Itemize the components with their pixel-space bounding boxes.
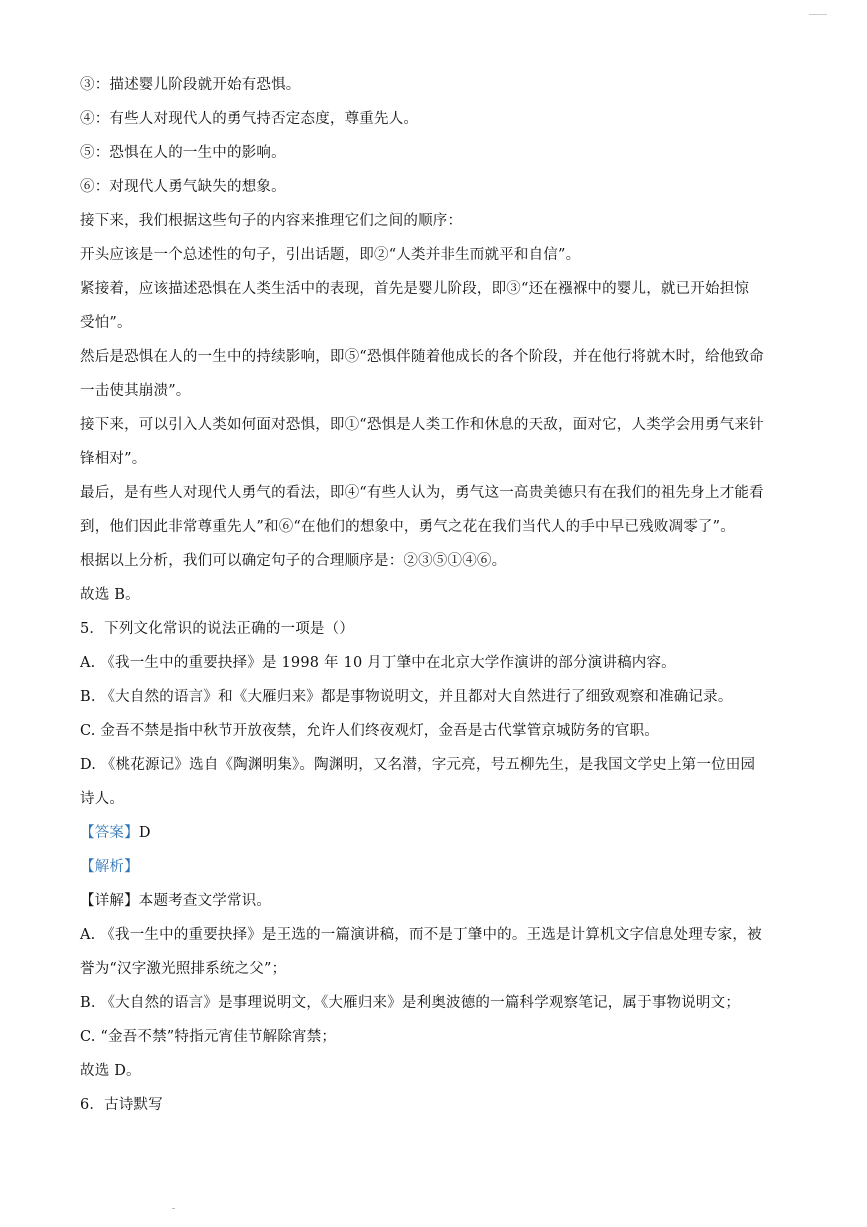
header-mark <box>809 14 827 15</box>
answer-tag: 【答案】 <box>80 825 139 841</box>
text-line: C. 金吾不禁是指中秋节开放夜禁，允许人们终夜观灯，金吾是古代掌管京城防务的官职。 <box>80 723 659 739</box>
text-line: 开头应该是一个总述性的句子，引出话题，即②“人类并非生而就平和自信”。 <box>80 247 581 263</box>
document-page <box>80 68 792 1122</box>
text-line: 诗人。 <box>80 791 125 807</box>
text-line: 接下来，我们根据这些句子的内容来推理它们之间的顺序： <box>80 213 463 229</box>
text-line: ⑤：恐惧在人的一生中的影响。 <box>80 145 286 161</box>
text-line: 受怕”。 <box>80 315 132 331</box>
detail-line: 6．古诗默写 <box>80 1097 163 1113</box>
analysis-tag: 【解析】 <box>80 859 139 875</box>
answer-value: D <box>138 825 151 841</box>
detail-line: 故选 D。 <box>80 1063 141 1079</box>
text-line: 锋相对”。 <box>80 451 147 467</box>
text-line: ④：有些人对现代人的勇气持否定态度，尊重先人。 <box>80 111 419 127</box>
footer-mark <box>172 1208 175 1209</box>
text-line: 故选 B。 <box>80 587 140 603</box>
text-line: 根据以上分析，我们可以确定句子的合理顺序是：②③⑤①④⑥。 <box>80 553 507 569</box>
text-line: 5．下列文化常识的说法正确的一项是（） <box>80 621 355 637</box>
detail-text <box>80 884 792 1122</box>
detail-line: 誉为“汉字激光照排系统之父”； <box>80 961 287 977</box>
text-line: 接下来，可以引入人类如何面对恐惧，即①“恐惧是人类工作和休息的天敌，面对它，人类学会用勇气来针 <box>80 417 764 433</box>
text-line: 一击使其崩溃”。 <box>80 383 191 399</box>
text-line: ③：描述婴儿阶段就开始有恐惧。 <box>80 77 301 93</box>
text-line: B. 《大自然的语言》和《大雁归来》都是事物说明文，并且都对大自然进行了细致观察和准确记录。 <box>80 689 733 705</box>
analysis-line <box>80 850 792 884</box>
text-line: 最后，是有些人对现代人勇气的看法，即④“有些人认为，勇气这一高贵美德只有在我们的祖先身上才能看 <box>80 485 764 501</box>
body-text <box>80 68 792 816</box>
text-line: 紧接着，应该描述恐惧在人类生活中的表现，首先是婴儿阶段，即③“还在襁褓中的婴儿，就已开始担惊 <box>80 281 750 297</box>
text-line: 然后是恐惧在人的一生中的持续影响，即⑤“恐惧伴随着他成长的各个阶段，并在他行将就木时，给他致命 <box>80 349 764 365</box>
detail-line: B. 《大自然的语言》是事理说明文，《大雁归来》是利奥波德的一篇科学观察笔记，属于事物说明文； <box>80 995 741 1011</box>
text-line: D. 《桃花源记》选自《陶渊明集》。陶渊明，又名潜，字元亮，号五柳先生，是我国文学史上第一位田园 <box>80 757 756 773</box>
answer-line <box>80 816 792 850</box>
text-line: A. 《我一生中的重要抉择》是 1998 年 10 月丁肇中在北京大学作演讲的部分演讲稿内容。 <box>80 655 676 671</box>
detail-line: A. 《我一生中的重要抉择》是王选的一篇演讲稿，而不是丁肇中的。王选是计算机文字信息处理专家，被 <box>80 927 762 943</box>
detail-line: C. “金吾不禁”特指元宵佳节解除宵禁； <box>80 1029 337 1045</box>
text-line: ⑥：对现代人勇气缺失的想象。 <box>80 179 286 195</box>
text-line: 到，他们因此非常尊重先人”和⑥“在他们的想象中，勇气之花在我们当代人的手中早已残败凋零了”。 <box>80 519 735 535</box>
detail-line: 【详解】本题考查文学常识。 <box>80 893 272 909</box>
